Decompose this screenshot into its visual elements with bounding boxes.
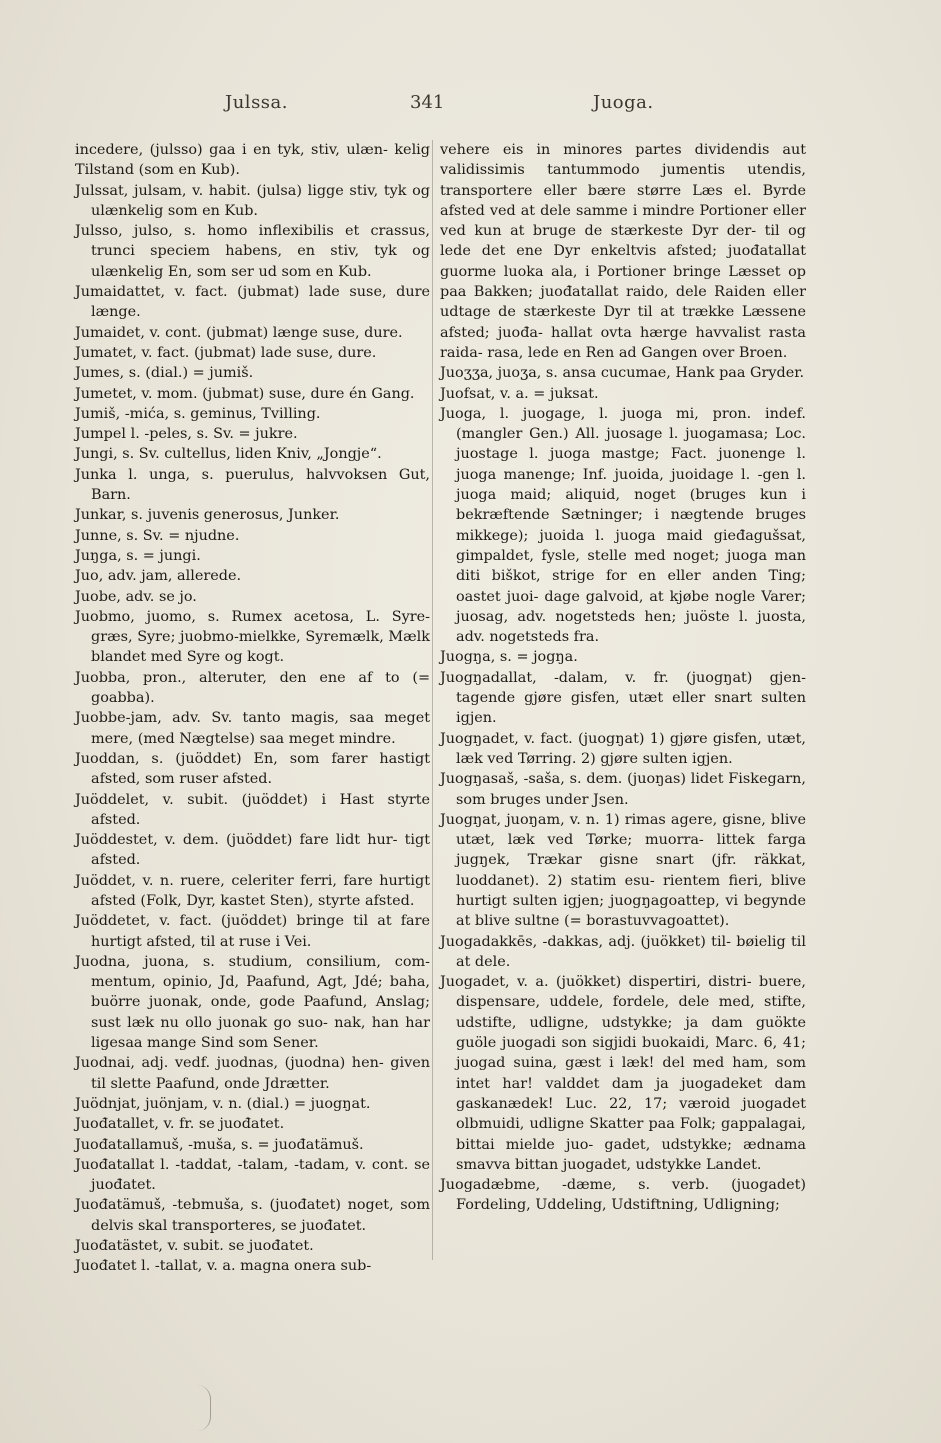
dictionary-entry: Juobbe-jam, adv. Sv. tanto magis, saa meget mere, (med Nægtelse) saa meget mindre. <box>75 710 430 747</box>
dictionary-entry: Jumes, s. (dial.) = jumiš. <box>75 365 254 382</box>
header-last-word: Juoga. <box>593 92 654 113</box>
dictionary-entry: Juogŋadallat, -dalam, v. fr. (juogŋat) gjen- tagende gjøre gisfen, utæt eller snart sulten igjen. <box>440 669 806 727</box>
column-divider <box>432 140 433 1260</box>
dictionary-entry: Juoga, l. juogage, l. juoga mi, pron. indef. (mangler Gen.) All. juosage l. juogamasa; Loc. juostage l. juoga mastge; Fact. juonenge l. juoga manenge; Inf. juoida, juoidage l. -gen l. juoga maid; aliquid, noget (bruges kun i bekræftende Sætninger; i nægtende bruges mikkege); juoida l. juoga maid gieđagušsat, gimpaldet, fysle, stelle med noget; juoga man diti biškot, strige for en eller anden Ting; oastet juoi- dage galvoid, at kjøbe nogle Varer; juosag, adv. nogetsteds hen; juöste l. juosta, adv. nogetsteds fra. <box>440 405 806 646</box>
dictionary-entry: Juöddet, v. n. ruere, celeriter ferri, fare hurtigt afsted (Folk, Dyr, kastet Sten), styrte afsted. <box>75 872 430 909</box>
dictionary-entry: Juödnjat, juönjam, v. n. (dial.) = juogŋat. <box>75 1095 371 1112</box>
header-first-word: Julssa. <box>225 92 288 113</box>
dictionary-entry: Juogadakkēs, -dakkas, adj. (juökket) til- bøielig til at dele. <box>440 933 806 970</box>
dictionary-entry: incedere, (julsso) gaa i en tyk, stiv, ulæn- kelig Tilstand (som en Kub). <box>75 142 430 179</box>
dictionary-entry: vehere eis in minores partes dividendis aut validissimis tantummodo jumentis utendis, transportere eller bære større Læs el. Byrde afsted ved at dele samme i mindre Portioner eller ved kun at bruge de stærkeste Dyr der- til og lede det ene Dyr enkeltvis afsted; juođatallat guorme luoka ala, i Portioner bringe Læsset op paa Bakken; juođatallat raido, dele Raiden eller udtage de stærkeste Dyr til at trække Læssene afsted; juođa- hallat ovta hærge havvalist rasta raida- rasa, lede en Ren ad Gangen over Broen. <box>440 142 806 361</box>
dictionary-entry: Juo, adv. jam, allerede. <box>75 568 242 585</box>
dictionary-entry: Juogŋadet, v. fact. (juogŋat) 1) gjøre gisfen, utæt, læk ved Tørring. 2) gjøre sulten igjen. <box>440 730 806 767</box>
dictionary-entry: Jumaidattet, v. fact. (jubmat) lade suse, dure længe. <box>75 284 430 321</box>
dictionary-entry: Julsso, julso, s. homo inflexibilis et crassus, trunci speciem habens, en stiv, tyk og ulænkelig En, som ser ud som en Kub. <box>75 223 430 280</box>
dictionary-entry: Juođatästet, v. subit. se juođatet. <box>75 1238 314 1255</box>
dictionary-entry: Jumiš, -mića, s. geminus, Tvilling. <box>75 405 321 422</box>
dictionary-entry: Jumpel l. -peles, s. Sv. = jukre. <box>75 426 298 443</box>
left-column <box>75 140 430 1277</box>
dictionary-entry: Juöddelet, v. subit. (juöddet) i Hast styrte afsted. <box>75 791 430 828</box>
dictionary-entry: Juöddestet, v. dem. (juöddet) fare lidt hur- tigt afsted. <box>75 832 430 869</box>
dictionary-entry: Juŋga, s. = jungi. <box>75 547 201 564</box>
right-column <box>440 140 806 1216</box>
dictionary-entry: Junkar, s. juvenis generosus, Junker. <box>75 507 340 524</box>
dictionary-entry: Juogŋa, s. = jogŋa. <box>440 649 578 666</box>
dictionary-entry: Juođatet l. -tallat, v. a. magna onera sub- <box>75 1258 372 1275</box>
dictionary-entry: Juofsat, v. a. = juksat. <box>440 385 599 402</box>
dictionary-entry: Juobmo, juomo, s. Rumex acetosa, L. Syre- græs, Syre; juobmo-mielkke, Syremælk, Mælk blandet med Syre og kogt. <box>75 608 430 666</box>
dictionary-entry: Juogŋasaš, -saša, s. dem. (juoŋas) lidet Fiskegarn, som bruges under Jsen. <box>440 771 806 808</box>
dictionary-entry: Juobba, pron., alteruter, den ene af to (= goabba). <box>75 669 430 707</box>
dictionary-entry: Junne, s. Sv. = njudne. <box>75 527 240 544</box>
dictionary-entry: Juođatämuš, -tebmuša, s. (juođatet) noget, som delvis skal transporteres, se juođatet. <box>75 1197 430 1234</box>
running-header <box>0 92 941 122</box>
dictionary-entry: Juođatallet, v. fr. se juođatet. <box>75 1116 285 1133</box>
dictionary-entry: Juođatallat l. -taddat, -talam, -tadam, v. cont. se juođatet. <box>75 1156 430 1194</box>
dictionary-entry: Jumetet, v. mom. (jubmat) suse, dure én Gang. <box>75 385 415 402</box>
dictionary-entry: Juođatallamuš, -muša, s. = juođatämuš. <box>75 1136 364 1153</box>
dictionary-entry: Jungi, s. Sv. cultellus, liden Kniv, „Jongje“. <box>75 446 382 463</box>
dictionary-entry: Juoddan, s. (juöddet) En, som farer hastigt afsted, som ruser afsted. <box>75 750 430 788</box>
dictionary-entry: Juöddetet, v. fact. (juöddet) bringe til at fare hurtigt afsted, til at ruse i Vei. <box>75 913 430 950</box>
dictionary-entry: Junka l. unga, s. puerulus, halvvoksen Gut, Barn. <box>75 466 430 504</box>
dictionary-entry: Jumaidet, v. cont. (jubmat) længe suse, dure. <box>75 324 403 341</box>
dictionary-entry: Juogadæbme, -dæme, s. verb. (juogadet) Fordeling, Uddeling, Udstiftning, Udligning; <box>440 1177 806 1214</box>
dictionary-entry: Juogadet, v. a. (juökket) dispertiri, distri- buere, dispensare, uddele, fordele, dele med, stifte, udstifte, udligne, udstykke; ja dam guökte guöle juogadi son sigjidi buokaidi, Marc. 6, 41; juogad suina, gæst i læk! del med ham, som intet har! valddet dam ja juogadeket dam gaskanædek! Luc. 22, 17; væroid juogadet olbmuidi, udligne Skatter paa Folk; gappalagai, bittai mielde juo- gadet, udstykke; ædnama smavva bittan juogadet, udstykke Landet. <box>440 974 806 1173</box>
dictionary-entry: Julssat, julsam, v. habit. (julsa) ligge stiv, tyk og ulænkelig som en Kub. <box>75 182 430 219</box>
dictionary-entry: Jumatet, v. fact. (jubmat) lade suse, dure. <box>75 344 377 361</box>
dictionary-entry: Juogŋat, juoŋam, v. n. 1) rimas agere, gisne, blive utæt, læk ved Tørke; muorra- littek farga jugŋek, Trækar gisne snart (jfr. räkkat, luoddanet). 2) statim esu- rientem fieri, blive hurtigt sulten igjen; juogŋagoattep, vi begynde at blive sultne (= borastuvvagoattet). <box>440 811 806 930</box>
dictionary-entry: Juodna, juona, s. studium, consilium, com- mentum, opinio, Jd, Paafund, Agt, Jdé; baha, buörre juonak, onde, gode Paafund, Anslag; sust læk nu ollo juonak go suo- nak, han har ligesaa mange Sind som Sener. <box>75 953 430 1052</box>
dictionary-entry: Juodnai, adj. vedf. juodnas, (juodna) hen- given til slette Paafund, onde Jdrætter. <box>75 1055 430 1092</box>
page-number: 341 <box>410 92 445 113</box>
dictionary-entry: Juobe, adv. se jo. <box>75 588 197 605</box>
dictionary-entry: Juoʒʒa, juoʒa, s. ansa cucumae, Hank paa Gryder. <box>440 365 805 382</box>
binding-mark <box>150 1385 211 1431</box>
